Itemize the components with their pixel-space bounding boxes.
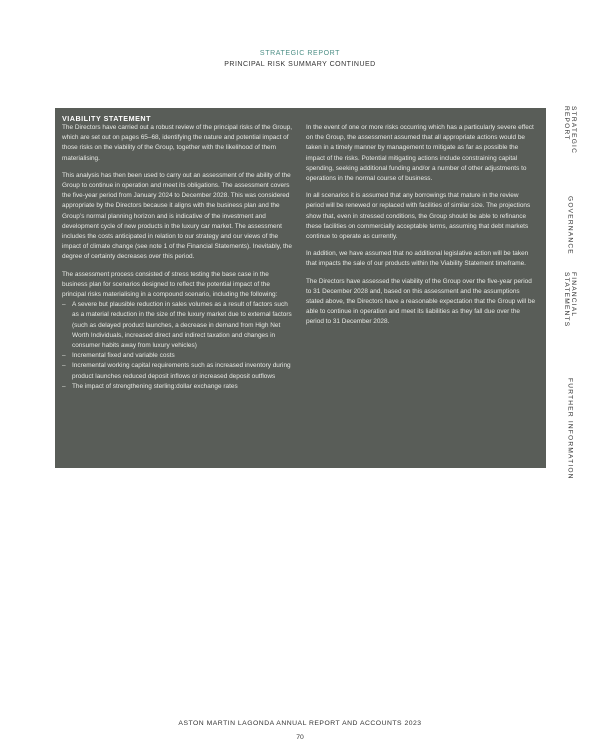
bullet-dash: – [62,352,66,360]
paragraph: The assessment process consisted of stress testing the base case in the business plan for scenarios designed to reflect the potential impact of the principal risks materialising in a compound scenario, including the following: [62,270,278,299]
list-item-text: Incremental fixed and variable costs [72,352,175,360]
panel-title: VIABILITY STATEMENT [62,114,151,123]
paragraph: The Directors have assessed the viability of the Group over the five-year period to 31 December 2028 and, based on this assessment and the assumptions stated above, the Directors have a reasonable expectation that the Group will be able to continue in operation and meet its liabilities as they fall due over the period to 31 December 2028. [306,277,536,326]
side-tab-governance[interactable]: GOVERNANCE [566,196,574,255]
paragraph: In addition, we have assumed that no additional legislative action will be taken that impacts the sale of our products within the Viability Statement timeframe. [306,250,529,268]
side-tab-financial-statements[interactable]: FINANCIAL STATEMENTS [563,272,577,328]
list-item [62,351,295,361]
side-tab-further-information[interactable]: FURTHER INFORMATION [566,378,574,480]
list-item [62,361,295,381]
list-item-text: Incremental working capital requirements such as increased inventory during product launches reduced deposit inflows or increased deposit outflows [72,362,291,380]
page-number: 70 [296,734,304,741]
list-item-text: A severe but plausible reduction in sales volumes as a result of factors such as a material reduction in the size of the luxury market due to external factors (such as delayed product launches, a decrease in demand from High Net Worth Individuals, increased direct and indirect taxation and changes in consumer habits away from luxury vehicles) [72,301,292,350]
bullet-dash: – [62,362,66,370]
list-item [62,300,295,351]
viability-statement-panel [55,108,546,468]
paragraph: In all scenarios it is assumed that any borrowings that mature in the review period will be renewed or replaced with facilities of similar size. The projections show that, even in stressed conditions, the Group should be able to refinance these facilities on commercially acceptable terms, assuming that debt markets continue to operate as currently. [306,192,531,241]
side-tab-strategic-report[interactable]: STRATEGIC REPORT [563,106,577,155]
paragraph: In the event of one or more risks occurring which has a particularly severe effect on the Group, the assessment assumed that all appropriate actions would be taken in a timely manner by management to mitigate as far as possible the impact of the risks. Potential mitigating actions include constraining capital spending, seeking additional funding and/or a number of other adjustments to operations in the normal course of business. [306,124,534,183]
paragraph: This analysis has then been used to carry out an assessment of the ability of the Group to continue in operation and meet its obligations. The assessment covers the five-year period from January 2024 to December 2028. This was considered appropriate by the Directors because it aligns with the business plan and the Group’s normal planning horizon and is indicative of the investment and development cycle of new products in the luxury car market. The assessment includes the costs anticipated in relation to our strategy and our views of the impact of climate change (see note 1 of the Financial Statements). Inevitably, the degree of certainty decreases over this period. [62,171,292,261]
left-column [62,123,295,392]
list-item-text: The impact of strengthening sterling:dollar exchange rates [72,382,238,390]
list-item [62,382,295,392]
paragraph: The Directors have carried out a robust review of the principal risks of the Group, which are set out on pages 65–68, identifying the nature and potential impact of those risks on the viability of the Group, together with the likelihood of them materialising. [62,124,293,162]
section-side-nav [561,106,579,506]
section-label: STRATEGIC REPORT [259,50,341,57]
right-column [306,123,537,335]
risk-scenario-list [62,300,295,392]
bullet-dash: – [62,382,66,390]
bullet-dash: – [62,301,66,309]
footer-title: ASTON MARTIN LAGONDA ANNUAL REPORT AND ACCOUNTS 2023 [178,720,422,727]
page-subtitle: PRINCIPAL RISK SUMMARY CONTINUED [224,61,376,68]
